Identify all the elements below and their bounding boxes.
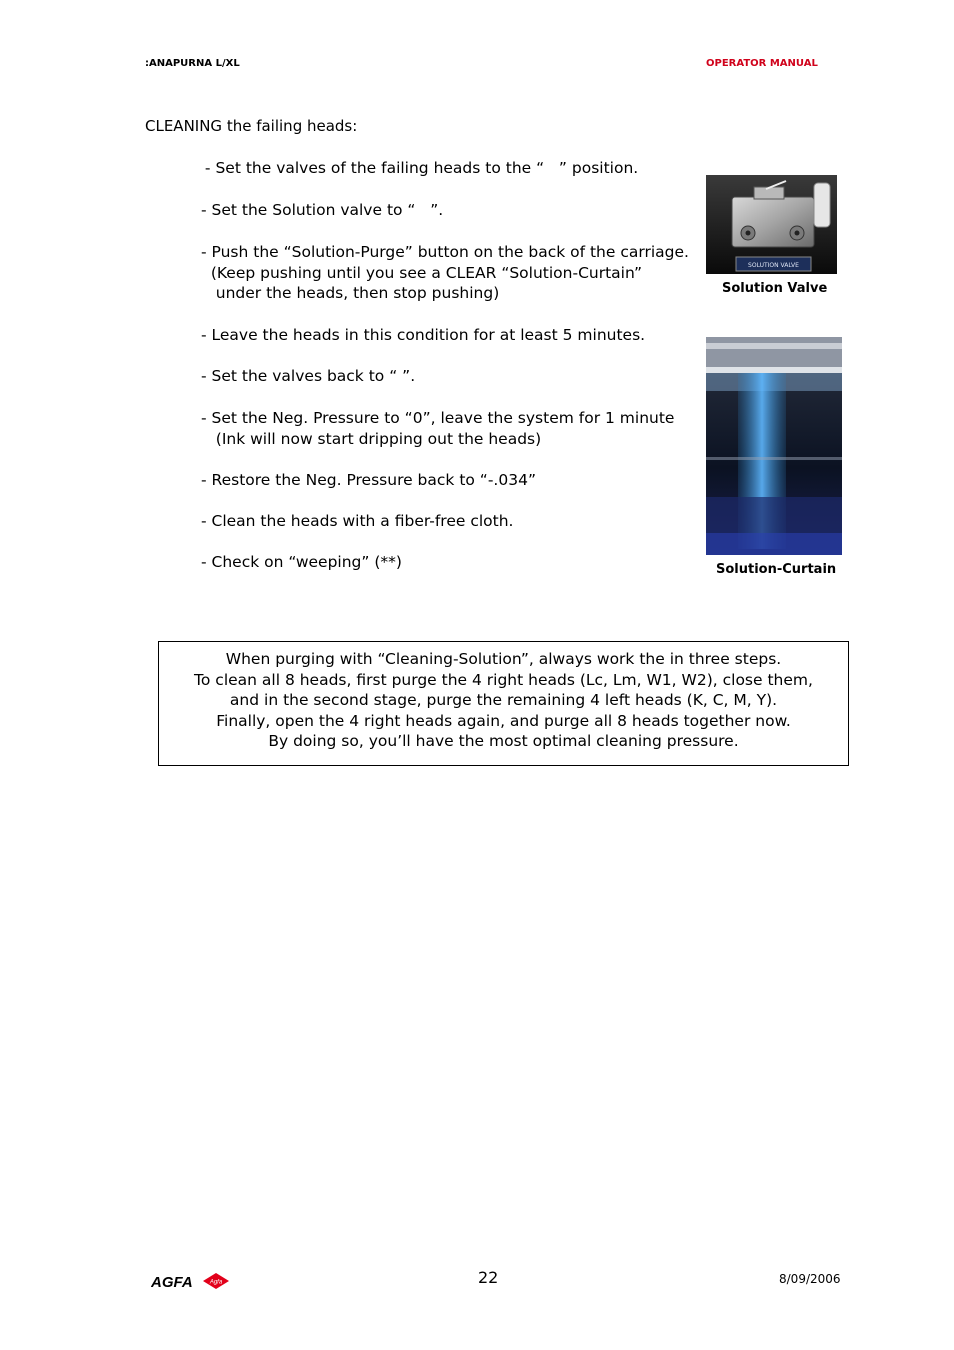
page-number: 22 <box>478 1268 499 1287</box>
note-line-2: To clean all 8 heads, first purge the 4 right heads (Lc, Lm, W1, W2), close them, <box>194 670 813 689</box>
solution-curtain-image <box>706 337 842 555</box>
note-line-3: and in the second stage, purge the remaining 4 left heads (K, C, M, Y). <box>229 691 778 710</box>
agfa-logo-image <box>151 1271 231 1291</box>
step-3: - Push the “Solution-Purge” button on the back of the carriage. <box>201 243 689 261</box>
step-8: - Clean the heads with a fiber-free cloth. <box>201 512 514 530</box>
note-line-5: By doing so, you’ll have the most optimal cleaning pressure. <box>268 732 739 751</box>
step-4: - Leave the heads in this condition for at least 5 minutes. <box>201 326 646 344</box>
step-6-detail: (Ink will now start dripping out the heads) <box>201 430 542 448</box>
section-title: CLEANING the failing heads: <box>145 117 358 135</box>
step-1: - Set the valves of the failing heads to the “ ” position. <box>200 159 639 177</box>
step-5: - Set the valves back to “ ”. <box>201 367 416 385</box>
solution-valve-caption: Solution Valve <box>722 281 828 296</box>
agfa-logo <box>151 1271 231 1295</box>
agfa-logo-text: AGFA <box>151 1274 193 1291</box>
note-line-1: When purging with “Cleaning-Solution”, always work the in three steps. <box>225 650 782 668</box>
solution-valve-image <box>706 175 837 274</box>
header-manual-title: OPERATOR MANUAL <box>706 58 818 69</box>
valve-plate-label: SOLUTION VALVE <box>748 262 799 269</box>
step-3-detail: (Keep pushing until you see a CLEAR “Solution-Curtain” <box>201 264 642 282</box>
step-6: - Set the Neg. Pressure to “0”, leave the system for 1 minute <box>201 409 675 427</box>
cleaning-note-box <box>158 641 849 766</box>
agfa-logo-small: Agfa <box>209 1279 223 1286</box>
header-product: :ANAPURNA L/XL <box>145 58 240 69</box>
step-7: - Restore the Neg. Pressure back to “-.034” <box>201 471 536 489</box>
step-3-detail-2: under the heads, then stop pushing) <box>201 284 500 302</box>
step-2: - Set the Solution valve to “ ”. <box>201 201 444 219</box>
solution-curtain-photo <box>706 337 842 555</box>
footer-date: 8/09/2006 <box>779 1272 841 1286</box>
solution-curtain-caption: Solution-Curtain <box>716 562 837 577</box>
step-9: - Check on “weeping” (**) <box>201 553 402 571</box>
solution-valve-photo <box>706 175 837 274</box>
note-line-4: Finally, open the 4 right heads again, and purge all 8 heads together now. <box>216 711 791 730</box>
